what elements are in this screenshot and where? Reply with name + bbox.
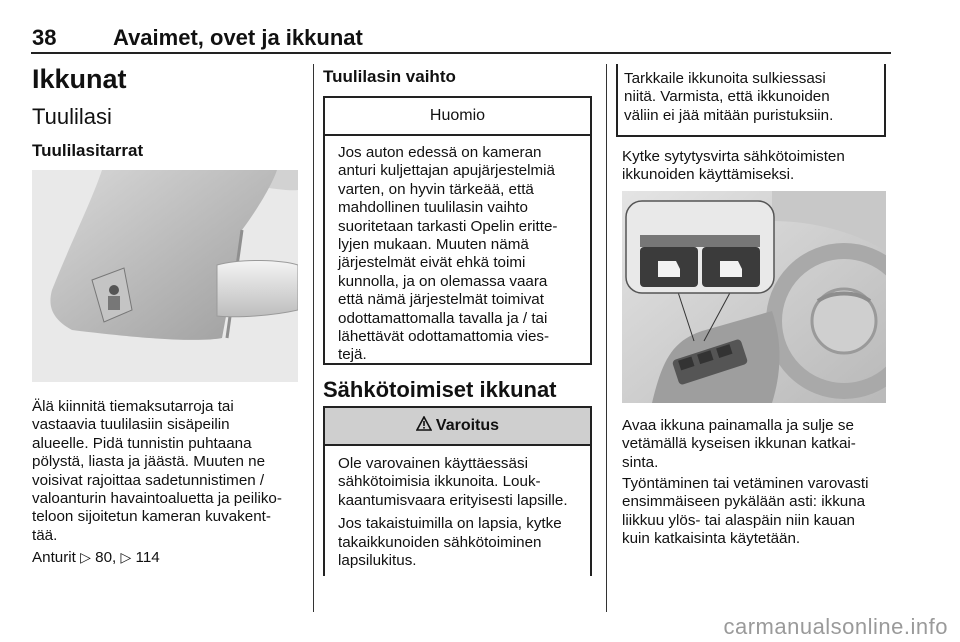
warning-title: Varoitus bbox=[435, 417, 500, 434]
sensors-ref-link-2[interactable]: 114 bbox=[135, 549, 160, 566]
section-heading-power-windows: Sähkötoimiset ikkunat bbox=[323, 377, 557, 402]
chapter-title: Avaimet, ovet ja ikkunat bbox=[113, 25, 363, 50]
subheading-windscreen-replacement: Tuulilasin vaihto bbox=[323, 67, 456, 86]
notice-box bbox=[323, 96, 592, 365]
subheading-windscreen: Tuulilasi bbox=[32, 104, 112, 129]
notice-title: Huomio bbox=[325, 98, 590, 136]
notice-text: Jos auton edessä on kameran anturi kuljettajan apujärjestelmiä varten, on hyvin tärkeää, että mahdollinen tuulilasin vaihto suoritetaan tarkasti Opelin eritte- lyjen mukaan. Muuten nämä järjestelmät eivät ehkä toimi kunnolla, ja on olemassa vaara että nämä järjestelmät toimivat odottamattomalla tavalla ja / tai lähettävät odottamattomia vies- tejä. bbox=[338, 144, 558, 364]
power-window-switch-illustration bbox=[622, 191, 886, 403]
page-reference-icon: ▷ bbox=[120, 549, 132, 565]
warning-text: Ole varovainen käyttäessäsi sähkötoimisia ikkunoita. Louk- kaantumisvaara erityisesti lapsille. Jos takaistuimilla on lapsia, kytke takaikkunoiden sähkötoiminen lapsilukitus. bbox=[338, 455, 568, 570]
warning-box-continued: Tarkkaile ikkunoita sulkiessasi niitä. Varmista, että ikkunoiden väliin ei jää mitään puristuksiin. bbox=[616, 64, 886, 137]
warning-header bbox=[325, 408, 590, 446]
warning-box bbox=[323, 406, 592, 576]
sensors-ref-link-1[interactable]: 80, bbox=[95, 549, 117, 566]
header-rule bbox=[31, 52, 891, 54]
subheading-windscreen-stickers: Tuulilasitarrat bbox=[32, 141, 144, 160]
gentle-push-paragraph: Työntäminen tai vetäminen varovasti ensimmäiseen pykälään asti: ikkuna liikkuu ylös- tai alaspäin niin kauan kuin katkaisinta käytetään. bbox=[622, 475, 869, 548]
open-close-paragraph: Avaa ikkuna painamalla ja sulje se vetämällä kyseisen ikkunan katkai- sinta. bbox=[622, 417, 856, 471]
column-divider-1 bbox=[313, 64, 314, 612]
warning-triangle-icon bbox=[416, 416, 432, 436]
ignition-paragraph: Kytke sytytysvirta sähkötoimisten ikkunoiden käyttämiseksi. bbox=[622, 148, 845, 184]
stickers-paragraph: Älä kiinnitä tiemaksutarroja tai vastaavia tuulilasiin sisäpeilin alueelle. Pidä tunnistin puhtaana pölystä, liasta ja jäästä. Muuten ne voisivat rajoittaa sadetunnistimen / valoanturin havaintoaluetta ja peiliko- teloon sijoitetun kameran kuvakent- tää. bbox=[32, 398, 282, 544]
windscreen-mirror-illustration bbox=[32, 170, 298, 382]
section-heading-windows: Ikkunat bbox=[32, 64, 127, 94]
page-reference-icon: ▷ bbox=[80, 549, 91, 565]
watermark: carmanualsonline.info bbox=[723, 614, 948, 639]
column-divider-2 bbox=[606, 64, 607, 612]
sensors-reference: Anturit ▷ 80, ▷ 114 bbox=[32, 549, 160, 566]
page-number: 38 bbox=[32, 25, 57, 50]
